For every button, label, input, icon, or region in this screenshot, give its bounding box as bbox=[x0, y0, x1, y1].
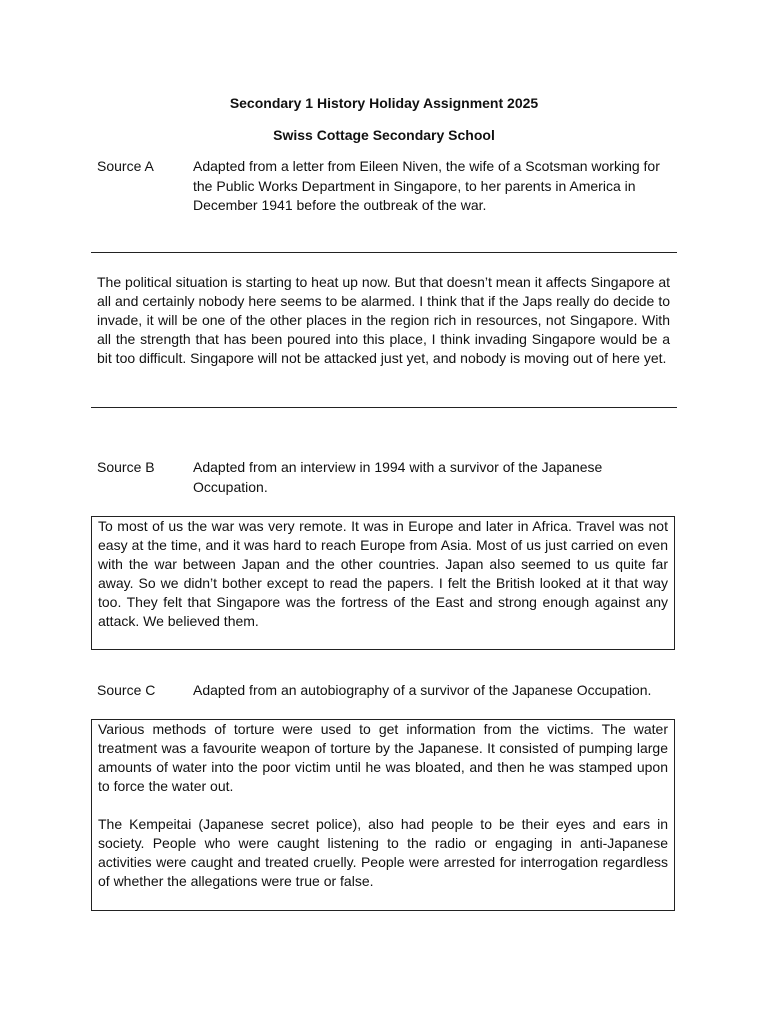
school-name: Swiss Cottage Secondary School bbox=[273, 127, 495, 143]
page-title: Secondary 1 History Holiday Assignment 2025 bbox=[229, 95, 539, 111]
source-a-bottom-rule bbox=[91, 407, 677, 408]
source-a-top-rule bbox=[91, 252, 677, 253]
source-c-label: Source C bbox=[97, 682, 156, 698]
source-c-description: Adapted from an autobiography of a survivor of the Japanese Occupation. bbox=[193, 682, 652, 698]
source-b-excerpt-box bbox=[91, 516, 675, 650]
source-c-excerpt-paragraph-1: Various methods of torture were used to get information from the victims. The water treatment was a favourite weapon of torture by the Japanese. It consisted of pumping large amounts of water into the poor victim until he was bloated, and then he was stamped upon to force the water out. bbox=[98, 721, 668, 794]
source-b-excerpt: To most of us the war was very remote. It was in Europe and later in Africa. Travel was not easy at the time, and it was hard to reach Europe from Asia. Most of us just carried on even with the war between Japan and the other countries. Japan also seemed to us quite far away. So we didn’t bother except to read the papers. I felt the British looked at it that way too. They felt that Singapore was the fortress of the East and strong enough against any attack. We believed them. bbox=[98, 518, 668, 629]
source-a-label: Source A bbox=[97, 158, 154, 174]
source-c-excerpt-box bbox=[91, 719, 675, 911]
source-b-label: Source B bbox=[97, 459, 155, 475]
source-c-excerpt-paragraph-2: The Kempeitai (Japanese secret police), also had people to be their eyes and ears in society. People who were caught listening to the radio or engaging in anti-Japanese activities were caught and treated cruelly. People were arrested for interrogation regardless of whether the allegations were true or false. bbox=[98, 816, 668, 889]
source-a-excerpt: The political situation is starting to heat up now. But that doesn’t mean it affects Singapore at all and certainly nobody here seems to be alarmed. I think that if the Japs really do decide to invade, it will be one of the other places in the region rich in resources, not Singapore. With all the strength that has been poured into this place, I think invading Singapore would be a bit too difficult. Singapore will not be attacked just yet, and nobody is moving out of here yet. bbox=[97, 274, 670, 366]
source-b-description: Adapted from an interview in 1994 with a survivor of the Japanese Occupation. bbox=[193, 459, 603, 495]
source-a-description: Adapted from a letter from Eileen Niven, the wife of a Scotsman working for the Public Works Department in Singapore, to her parents in America in December 1941 before the outbreak of the war. bbox=[193, 158, 660, 213]
